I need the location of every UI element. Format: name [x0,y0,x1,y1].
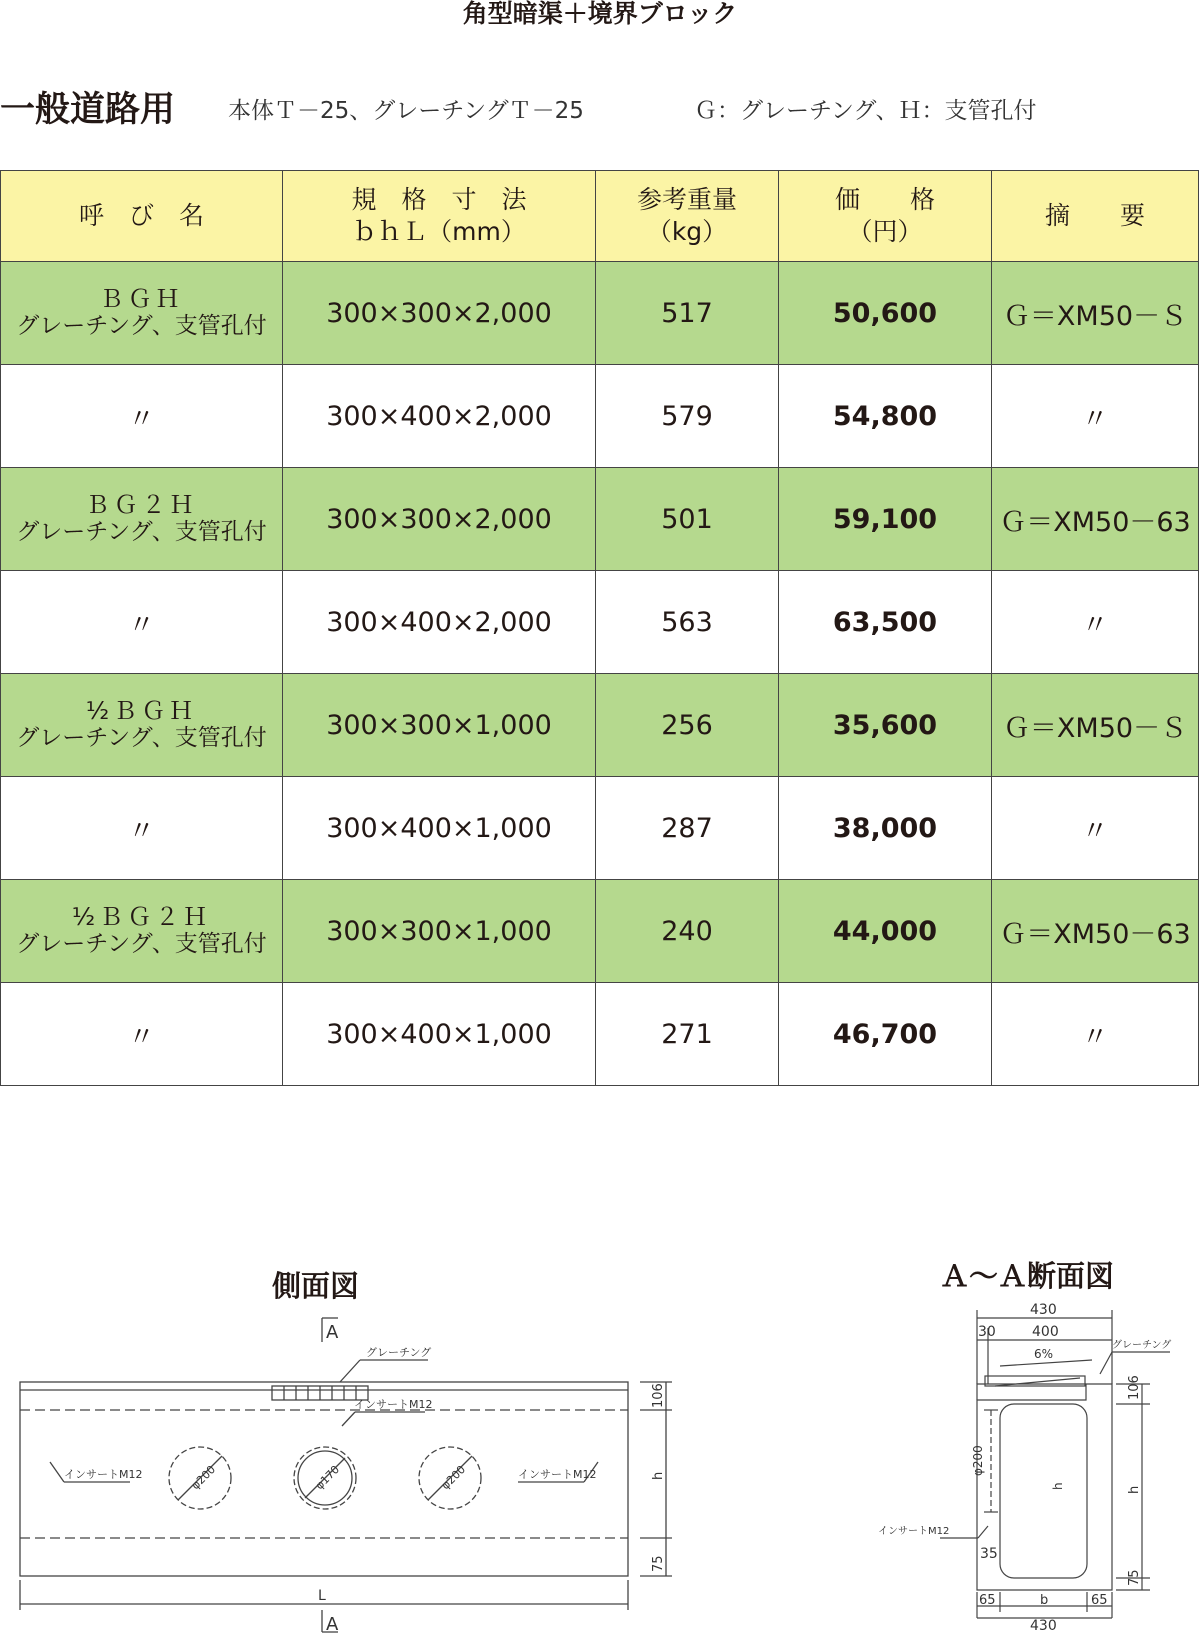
side-hole-label-1: φ200 [188,1462,219,1493]
section-slope: 6% [1034,1347,1054,1361]
cell-price: 50,600 [779,262,992,365]
side-section-mark-bottom: A [326,1614,339,1635]
section-dim-mid: h [1127,1485,1142,1494]
section-view-drawing [860,1300,1180,1634]
cell-weight: 579 [596,365,779,468]
section-dim-hole-offset: 35 [980,1546,998,1562]
cell-note: Ｇ＝XM50－Ｓ [992,674,1199,777]
table-row [1,777,1199,880]
cell-size: 300×300×1,000 [283,674,596,777]
cell-name: ½ＢＧ２Ｈ グレーチング、支管孔付 [1,880,283,983]
cell-name: ＢＧＨ グレーチング、支管孔付 [1,262,283,365]
cell-note: 〃 [992,777,1199,880]
cell-size: 300×400×2,000 [283,571,596,674]
cell-name: 〃 [1,777,283,880]
cell-weight: 240 [596,880,779,983]
cell-size: 300×300×2,000 [283,262,596,365]
cell-price: 63,500 [779,571,992,674]
section-grating-label: グレーチング [1112,1340,1172,1351]
side-view-title: 側面図 [272,1269,360,1303]
table-row [1,983,1199,1086]
cell-note: Ｇ＝XM50－63 [992,880,1199,983]
cell-price: 59,100 [779,468,992,571]
side-grating-label: グレーチング [366,1346,432,1359]
spec-text: 本体Ｔ－25、グレーチングＴ－25 [228,98,584,124]
section-dim-b: b [1040,1593,1049,1608]
cell-name: ＢＧ２Ｈ グレーチング、支管孔付 [1,468,283,571]
cell-weight: 271 [596,983,779,1086]
table-header-row [1,171,1199,262]
cell-name: ½ＢＧＨ グレーチング、支管孔付 [1,674,283,777]
section-view-title: Ａ～Ａ断面図 [940,1259,1115,1293]
cell-price: 38,000 [779,777,992,880]
table-row [1,262,1199,365]
cell-note: 〃 [992,365,1199,468]
cell-price: 35,600 [779,674,992,777]
section-dim-bottom: 75 [1127,1569,1142,1586]
section-dim-inner: 400 [1032,1324,1059,1340]
cell-size: 300×400×1,000 [283,983,596,1086]
header-weight: 参考重量 （kg） [596,171,779,262]
section-dim-edge: 30 [978,1324,996,1340]
cell-size: 300×300×2,000 [283,468,596,571]
table-row [1,880,1199,983]
section-title: 一般道路用 [0,90,176,130]
legend-text: Ｇ：グレーチング、Ｈ：支管孔付 [694,98,1037,124]
cell-weight: 517 [596,262,779,365]
cell-price: 44,000 [779,880,992,983]
cell-size: 300×400×1,000 [283,777,596,880]
side-insert-label-right: インサートM12 [518,1468,597,1481]
price-table [0,170,1199,1086]
cell-note: Ｇ＝XM50－Ｓ [992,262,1199,365]
side-insert-label-center: インサートM12 [354,1398,433,1411]
table-row [1,571,1199,674]
side-view-drawing [0,1310,700,1635]
cell-price: 46,700 [779,983,992,1086]
cell-note: 〃 [992,571,1199,674]
section-dim-total-top: 430 [1030,1302,1057,1318]
cell-note: 〃 [992,983,1199,1086]
cell-weight: 563 [596,571,779,674]
table-row [1,674,1199,777]
side-hole-label-3: φ200 [438,1462,469,1493]
cell-name: 〃 [1,365,283,468]
cell-size: 300×300×1,000 [283,880,596,983]
cell-weight: 287 [596,777,779,880]
cell-price: 54,800 [779,365,992,468]
cell-name: 〃 [1,983,283,1086]
side-insert-label-left: インサートM12 [64,1468,143,1481]
table-row [1,468,1199,571]
cell-name: 〃 [1,571,283,674]
section-hole-label: φ200 [971,1445,985,1476]
side-dim-bottom: 75 [651,1555,666,1572]
cell-size: 300×400×2,000 [283,365,596,468]
header-price: 価 格 （円） [779,171,992,262]
section-insert-label: インサートM12 [878,1526,950,1537]
section-inner-height: h [1051,1482,1065,1490]
section-dim-top: 106 [1127,1375,1142,1400]
header-name: 呼 び 名 [1,171,283,262]
side-dim-length: L [318,1588,326,1604]
section-dim-total-bottom: 430 [1030,1618,1057,1634]
cell-weight: 501 [596,468,779,571]
section-dim-wall-right: 65 [1091,1593,1108,1608]
header-note: 摘 要 [992,171,1199,262]
side-hole-label-2: φ170 [312,1462,343,1493]
cell-note: Ｇ＝XM50－63 [992,468,1199,571]
side-section-mark-top: A [326,1322,339,1343]
page-title: 角型暗渠＋境界ブロック [462,0,738,28]
cell-weight: 256 [596,674,779,777]
side-dim-top: 106 [651,1383,666,1408]
table-row [1,365,1199,468]
section-dim-wall-left: 65 [979,1593,996,1608]
header-size: 規 格 寸 法 ｂｈＬ（mm） [283,171,596,262]
side-dim-mid: h [651,1471,666,1480]
